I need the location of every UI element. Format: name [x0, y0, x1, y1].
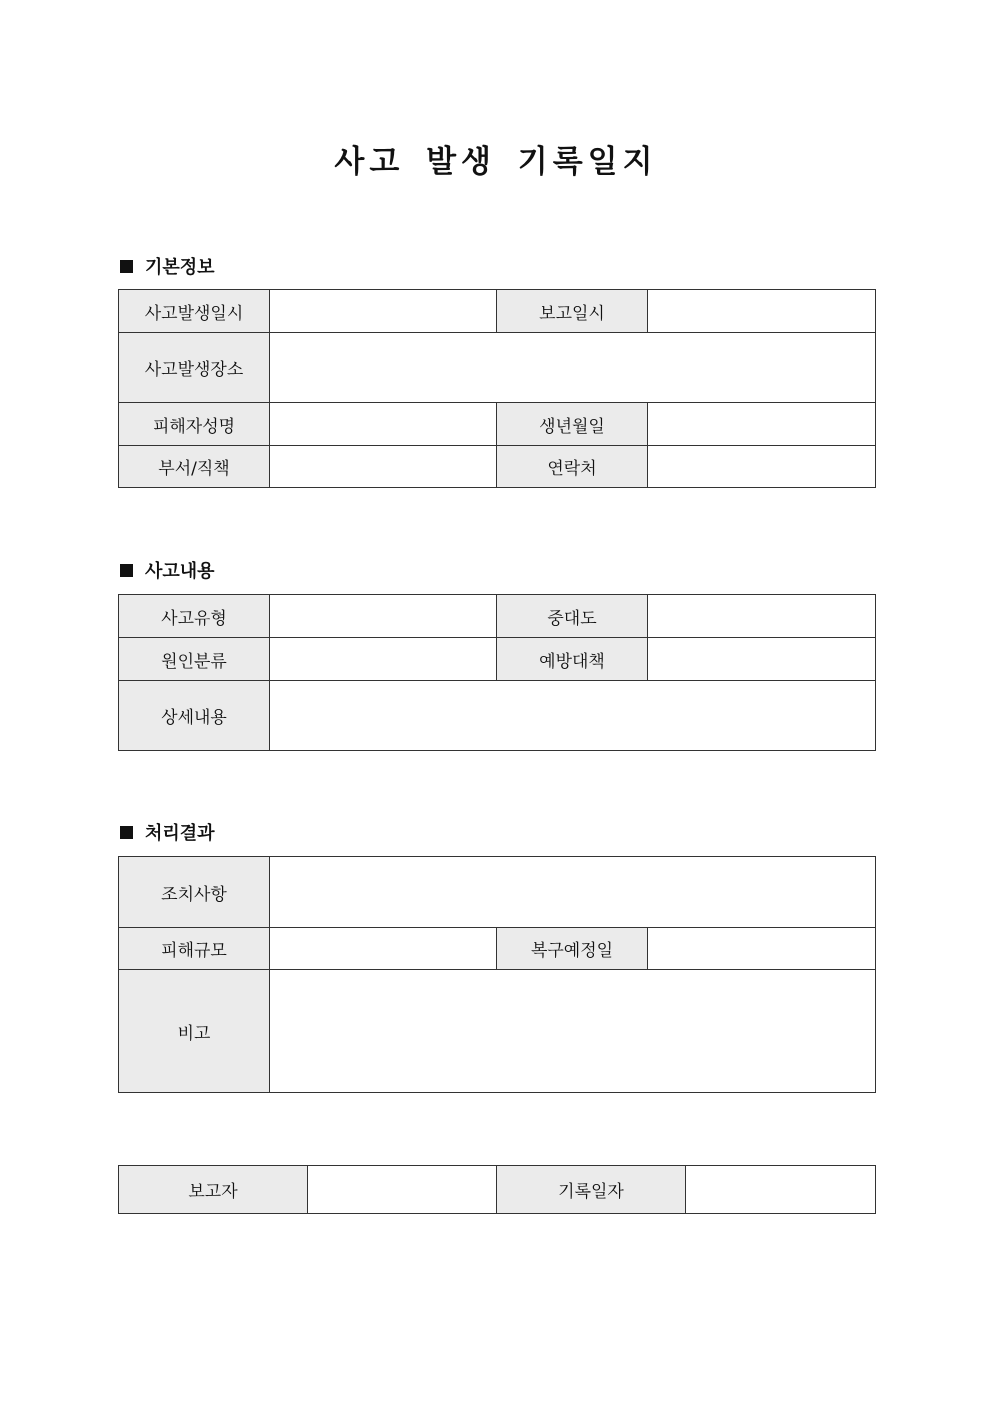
label-occur-place: 사고발생장소: [119, 333, 270, 403]
section-title: 기본정보: [145, 257, 215, 278]
label-detail: 상세내용: [119, 681, 270, 751]
reporter-field[interactable]: [308, 1166, 497, 1214]
severity-field[interactable]: [648, 595, 876, 638]
label-dept-position: 부서/직책: [119, 446, 270, 488]
square-bullet-icon: [120, 826, 133, 839]
prevention-field[interactable]: [648, 638, 876, 681]
contact-field[interactable]: [648, 446, 876, 488]
label-occur-datetime: 사고발생일시: [119, 290, 270, 333]
occur-datetime-field[interactable]: [270, 290, 497, 333]
section-title: 처리결과: [145, 823, 215, 844]
section-title: 사고내용: [145, 561, 215, 582]
label-recovery-date: 복구예정일: [497, 928, 648, 970]
accident-type-field[interactable]: [270, 595, 497, 638]
birthdate-field[interactable]: [648, 403, 876, 446]
label-reporter: 보고자: [119, 1166, 308, 1214]
remarks-field[interactable]: [270, 970, 876, 1093]
damage-field[interactable]: [270, 928, 497, 970]
action-field[interactable]: [270, 857, 876, 928]
recovery-date-field[interactable]: [648, 928, 876, 970]
label-contact: 연락처: [497, 446, 648, 488]
signature-table: [118, 1165, 876, 1214]
detail-field[interactable]: [270, 681, 876, 751]
label-damage: 피해규모: [119, 928, 270, 970]
victim-name-field[interactable]: [270, 403, 497, 446]
dept-position-field[interactable]: [270, 446, 497, 488]
cause-field[interactable]: [270, 638, 497, 681]
section-heading-result: [120, 819, 215, 845]
square-bullet-icon: [120, 564, 133, 577]
label-report-datetime: 보고일시: [497, 290, 648, 333]
occur-place-field[interactable]: [270, 333, 876, 403]
accident-content-table: [118, 594, 876, 751]
label-action: 조치사항: [119, 857, 270, 928]
square-bullet-icon: [120, 260, 133, 273]
label-record-date: 기록일자: [497, 1166, 686, 1214]
section-heading-content: [120, 557, 215, 583]
record-date-field[interactable]: [686, 1166, 876, 1214]
label-prevention: 예방대책: [497, 638, 648, 681]
report-datetime-field[interactable]: [648, 290, 876, 333]
label-victim-name: 피해자성명: [119, 403, 270, 446]
page-title: 사고 발생 기록일지: [334, 144, 658, 180]
label-remarks: 비고: [119, 970, 270, 1093]
label-accident-type: 사고유형: [119, 595, 270, 638]
label-cause: 원인분류: [119, 638, 270, 681]
basic-info-table: [118, 289, 876, 488]
result-table: [118, 856, 876, 1093]
section-heading-basic: [120, 253, 215, 279]
label-severity: 중대도: [497, 595, 648, 638]
label-birthdate: 생년월일: [497, 403, 648, 446]
